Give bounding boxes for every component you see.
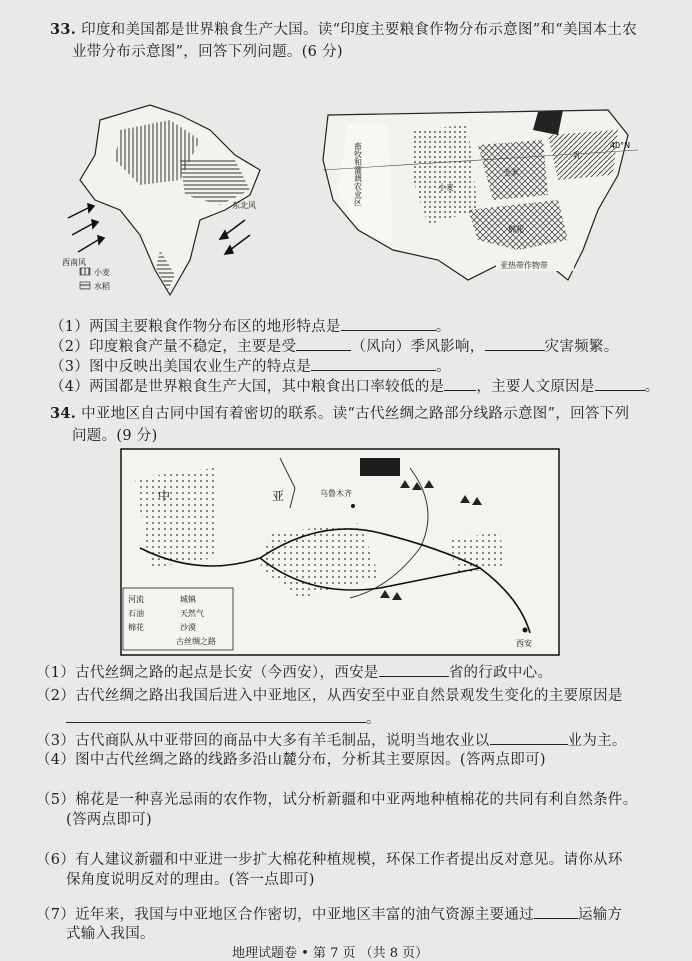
sw-wind-label: 西南风 [62, 258, 86, 267]
legend-gas: 天然气 [180, 609, 204, 618]
q33-sub3: （3）图中反映出美国农业生产的特点是 。 [50, 356, 451, 377]
legend-cotton: 棉花 [128, 623, 144, 632]
legend-city: 城镇 [180, 595, 196, 604]
legend-route: 古丝绸之路 [176, 637, 216, 646]
wheat-belt-label: 小麦 [438, 183, 454, 192]
india-crop-map [60, 100, 290, 300]
rocky-belt-label: 畜牧和灌溉农业区 [353, 142, 363, 206]
q34-sub4: （4）图中古代丝绸之路的线路多沿山麓分布，分析其主要原因。(答两点即可) [36, 752, 546, 768]
q34-sub2-line2: 。 [66, 708, 381, 729]
sw-wind-arrows [68, 204, 104, 252]
q34-intro-line1: 34. 中亚地区自古同中国有着密切的联系。读“古代丝绸之路部分线路示意图”，回答下列 [50, 405, 630, 422]
q33-intro-line2: 业带分布示意图”，回答下列问题。(6 分) [72, 44, 343, 60]
legend-oil: 石油 [128, 609, 144, 618]
legend-wheat-swatch [80, 268, 90, 275]
q34-sub5-line2: (答两点即可) [66, 812, 152, 828]
region-ya-label: 亚 [272, 489, 285, 503]
q33-intro-line1: 33. 印度和美国都是世界粮食生产大国。读“印度主要粮食作物分布示意图”和“美国本土农 [50, 21, 637, 38]
xian-marker [523, 628, 528, 633]
q33-sub2: （2）印度粮食产量不稳定，主要是受 （风向）季风影响， 灾害频繁。 [50, 336, 619, 357]
map-legend [123, 588, 233, 650]
q34-intro-line2: 问题。(9 分) [72, 428, 158, 444]
q34-sub7-line2: 式输入我国。 [66, 926, 155, 942]
legend-wheat-label: 小麦 [94, 268, 110, 277]
ne-wind-arrows [220, 220, 250, 254]
dairy-belt-label: 乳 [573, 151, 581, 160]
us-agri-belt-map [318, 100, 638, 285]
legend-rice-swatch [80, 282, 90, 289]
silk-road-map [120, 448, 560, 656]
q34-sub1: （1）古代丝绸之路的起点是长安（今西安），西安是 省的行政中心。 [36, 662, 552, 683]
legend-rice-label: 水稻 [94, 282, 110, 291]
legend-desert: 沙漠 [180, 623, 196, 632]
lat-label: 40°N [610, 141, 631, 150]
cotton-belt-label: 棉花 [508, 225, 524, 234]
q34-sub6-line2: 保角度说明反对的理由。(答一点即可) [66, 872, 315, 888]
page-footer: 地理试题卷 • 第 7 页 （共 8 页） [232, 946, 429, 961]
region-zhong-label: 中 [158, 489, 171, 503]
urumqi-marker [351, 504, 355, 508]
corn-belt-label: 玉米 [503, 168, 519, 177]
subtropical-label: 亚热带作物带 [500, 261, 548, 270]
urumqi-label: 乌鲁木齐 [320, 489, 352, 498]
legend-river: 河流 [128, 595, 144, 604]
q34-sub2-line1: （2）古代丝绸之路出我国后进入中亚地区，从西安至中亚自然景观发生变化的主要原因是 [36, 688, 623, 704]
lake-shape [360, 458, 400, 476]
ne-wind-label: 东北风 [232, 201, 256, 210]
q34-sub7-line1: （7）近年来，我国与中亚地区合作密切，中亚地区丰富的油气资源主要通过 运输方 [36, 904, 622, 925]
q33-sub4: （4）两国都是世界粮食生产大国，其中粮食出口率较低的是 ，主要人文原因是 。 [50, 376, 660, 397]
rocky-belt-area [338, 125, 393, 245]
q34-sub6-line1: （6）有人建议新疆和中亚进一步扩大棉花种植规模，环保工作者提出反对意见。请你从环 [36, 852, 623, 868]
xian-label: 西安 [516, 639, 532, 648]
q34-sub5-line1: （5）棉花是一种喜光忌雨的农作物，试分析新疆和中亚两地种植棉花的共同有利自然条件。 [36, 792, 638, 808]
q34-sub3: （3）古代商队从中亚带回的商品中大多有羊毛制品，说明当地农业以 业为主。 [36, 730, 627, 751]
q33-sub1: （1）两国主要粮食作物分布区的地形特点是 。 [50, 316, 451, 337]
